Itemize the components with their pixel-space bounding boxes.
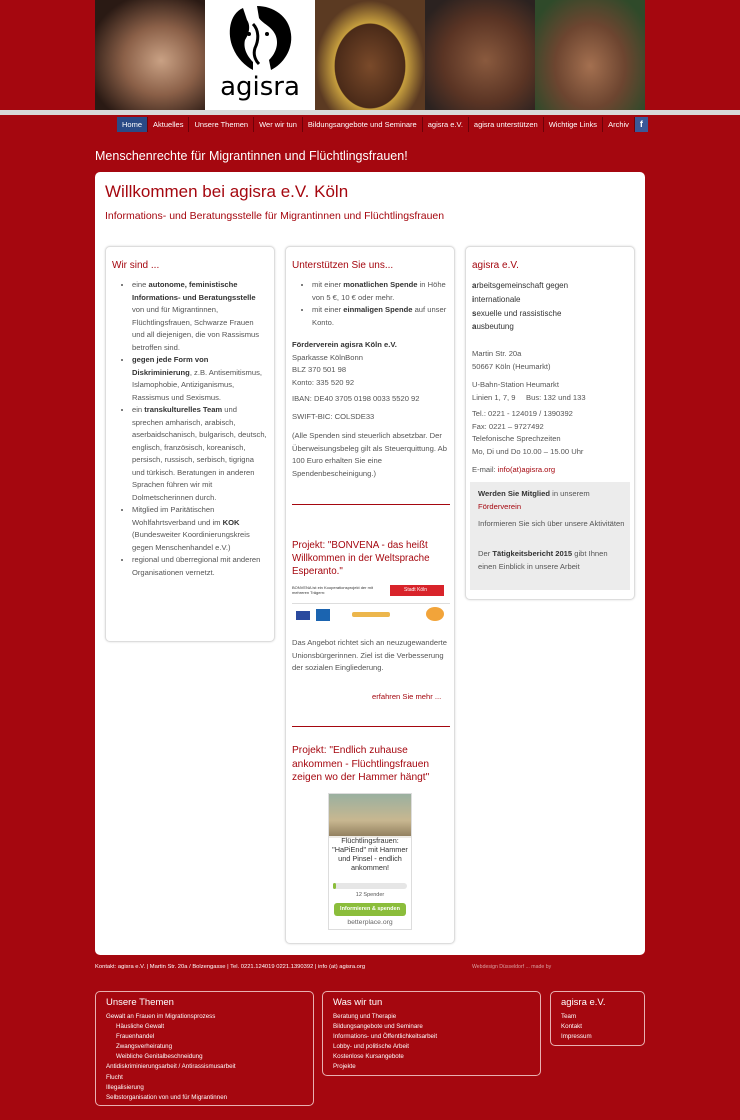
about-title: Wir sind ... <box>112 260 160 271</box>
betterplace-brand[interactable]: betterplace.org <box>347 919 393 926</box>
divider <box>292 603 450 604</box>
footer-link[interactable]: Projekte <box>333 1063 356 1071</box>
about-column <box>105 246 275 642</box>
address: Martin Str. 20a 50667 Köln (Heumarkt) <box>472 349 551 371</box>
footer-work-box <box>322 991 541 1076</box>
tax-note: (Alle Spenden sind steuerlich absetzbar. Der Überweisungsbeleg gilt als Steuerquittung. Ab 100 Euro erhalten Sie eine Spendenbescheinigung.) <box>292 431 447 478</box>
nav-unsere-themen[interactable]: Unsere Themen <box>189 117 254 132</box>
list-item: • regional und überregional mit anderen Organisationen vernetzt. <box>132 554 268 579</box>
partner-logo-icon <box>426 607 444 621</box>
portrait-photo-4 <box>425 0 535 110</box>
donate-column <box>285 246 455 944</box>
bank-details: Förderverein agisra Köln e.V. Sparkasse KölnBonn BLZ 370 501 98 Konto: 335 520 92 <box>292 340 397 387</box>
donation-progress-fill <box>333 883 336 889</box>
footer-agisra-links <box>561 1012 592 1042</box>
contact-column <box>465 246 635 600</box>
bic: SWIFT-BIC: COLSDE33 <box>292 412 375 421</box>
about-list <box>124 279 268 579</box>
footer-work-title: Was wir tun <box>333 997 383 1008</box>
nav-was-wir-tun[interactable]: Wer wir tun <box>254 117 303 132</box>
portrait-photo-1 <box>95 0 205 110</box>
acronym-block <box>472 279 632 334</box>
footer-webdesign[interactable]: Webdesign Düsseldorf ... made by <box>472 964 552 970</box>
header-banner <box>95 0 645 110</box>
nav-agisra-ev[interactable]: agisra e.V. <box>423 117 469 132</box>
logo[interactable] <box>205 0 315 110</box>
nav-home[interactable]: Home <box>117 117 148 132</box>
logo-text: agisra <box>220 72 300 102</box>
header-divider <box>0 110 740 115</box>
acronym-line: arbeitsgemeinschaft gegen <box>472 281 569 290</box>
email-line: E-mail: info(at)agisra.org <box>472 465 556 474</box>
list-item: • ein transkulturelles Team und sprechen amharisch, arabisch, aserbaidschanisch, bulgarisch, deutsch, englisch, französisch, koreanisch, persisch, russisch, serbisch, tigrigna und türkisch. Beratungen in anderen Sprachen führen wir mit Dolmetscherinnen durch. <box>132 404 268 504</box>
acronym-line: ausbeutung <box>472 322 514 332</box>
stadt-koeln-logo: Stadt Köln <box>390 585 444 596</box>
widget-title: Flüchtlingsfrauen: "HaPiEnd" mit Hammer und Pinsel - endlich ankommen! <box>329 836 411 872</box>
portrait-photo-5 <box>535 0 645 110</box>
footer-themes-links <box>106 1012 236 1103</box>
footer-link[interactable]: Flucht <box>106 1073 123 1081</box>
footer-link[interactable]: Impressum <box>561 1033 592 1041</box>
project-photo <box>329 794 411 838</box>
nav-agisra-unterstuetzen[interactable]: agisra unterstützen <box>469 117 544 132</box>
page-subtitle: Informations- und Beratungsstelle für Migrantinnen und Flüchtlingsfrauen <box>105 210 445 222</box>
footer-link[interactable]: Antidiskriminierungsarbeit / Antirassismusarbeit <box>106 1063 236 1071</box>
divider <box>292 726 450 727</box>
kok-link[interactable]: KOK <box>222 517 240 527</box>
donate-list <box>304 279 450 329</box>
acronym-line: internationale <box>472 294 521 304</box>
footer-link[interactable]: Beratung und Therapie <box>333 1013 397 1020</box>
acronym-line: sexuelle und rassistische <box>472 308 562 318</box>
footer-themes-title: Unsere Themen <box>106 997 174 1008</box>
partner-logo-icon <box>352 612 390 617</box>
donation-progress-bar <box>333 883 407 889</box>
email-link[interactable]: info(at)agisra.org <box>497 465 556 474</box>
betterplace-widget[interactable] <box>328 793 412 930</box>
donate-button[interactable]: Informieren & spenden <box>334 903 406 916</box>
phone-info: Tel.: 0221 - 124019 / 1390392 Fax: 0221 – 9727492 Telefonische Sprechzeiten Mo, Di und Do 10.00 – 15.00 Uhr <box>472 409 584 456</box>
footer-link[interactable]: Frauenhandel <box>116 1033 155 1041</box>
list-item: • mit einer einmaligen Spende auf unser Konto. <box>312 304 450 329</box>
footer-link[interactable]: Zwangsverheiratung <box>116 1043 173 1051</box>
footer-agisra-box <box>550 991 645 1046</box>
project-bonvena-title[interactable]: Projekt: "BONVENA - das heißt Willkommen in der Weltsprache Esperanto." <box>292 540 430 577</box>
nav-archiv[interactable]: Archiv <box>603 117 635 132</box>
nav-aktuelles[interactable]: Aktuelles <box>148 117 189 132</box>
footer-link[interactable]: Kontakt <box>561 1023 582 1031</box>
nav-bildungsangebote[interactable]: Bildungsangebote und Seminare <box>303 117 423 132</box>
report-link[interactable]: Tätigkeitsbericht 2015 <box>492 549 573 558</box>
logo-faces-icon <box>223 4 297 76</box>
portrait-photo-3 <box>315 0 425 110</box>
facebook-icon[interactable]: f <box>635 117 648 132</box>
list-item: • eine autonome, feministische Informations- und Beratungsstelle von und für Migrantinnen, Flüchtlingsfrauen, Schwarze Frauen und all diejenigen, die von Rassismus betroffen sind. <box>132 279 268 354</box>
foerderverein-link[interactable]: Förderverein <box>478 501 522 511</box>
partner-logo-icon <box>316 609 330 621</box>
footer-link[interactable]: Informations- und Öffentlichkeitsarbeit <box>333 1033 438 1041</box>
list-item: • gegen jede Form von Diskriminierung, z.B. Antisemitismus, Islamophobie, Antiziganismus, Rassismus und Sexismus. <box>132 354 268 404</box>
footer-contact: Kontakt: agisra e.V. | Martin Str. 20a / Bolzengasse | Tel. 0221.124019 0221.1390392 | info (at) agisra.org <box>95 964 366 970</box>
footer-link[interactable]: Illegalisierung <box>106 1083 144 1091</box>
report-text: Der Tätigkeitsbericht 2015 gibt Ihnen einen Einblick in unsere Arbeit <box>478 549 608 571</box>
iban: IBAN: DE40 3705 0198 0033 5520 92 <box>292 394 420 403</box>
footer-link[interactable]: Weibliche Genitalbeschneidung <box>116 1053 203 1061</box>
footer-agisra-title: agisra e.V. <box>561 997 606 1008</box>
transit-info: U-Bahn-Station Heumarkt Linien 1, 7, 9 Bus: 132 und 133 <box>472 380 586 402</box>
footer-link[interactable]: Häusliche Gewalt <box>116 1023 165 1031</box>
read-more-link[interactable]: erfahren Sie mehr ... <box>372 692 442 701</box>
footer-link[interactable]: Selbstorganisation von und für Migrantinnen <box>106 1093 228 1101</box>
nav-wichtige-links[interactable]: Wichtige Links <box>544 117 603 132</box>
activities-text[interactable]: Informieren Sie sich über unsere Aktivitäten <box>478 519 625 528</box>
footer-link[interactable]: Lobby- und politische Arbeit <box>333 1043 410 1051</box>
list-item: • mit einer monatlichen Spende in Höhe von 5 €, 10 € oder mehr. <box>312 279 450 304</box>
project-ankommen-title[interactable]: Projekt: "Endlich zuhause ankommen - Flüchtlingsfrauen zeigen wo der Hammer hängt" <box>292 745 430 783</box>
eu-flag-icon <box>296 611 310 620</box>
list-item: • Mitglied im Paritätischen Wohlfahrtsverband und im KOK (Bundesweiter Koordinierungskreis gegen Menschenhandel e.V.) <box>132 504 268 554</box>
donate-title: Unterstützen Sie uns... <box>292 260 394 271</box>
contact-title: agisra e.V. <box>472 260 519 271</box>
bonvena-partners-image <box>292 585 450 631</box>
page-title: Willkommen bei agisra e.V. Köln <box>105 182 349 201</box>
slogan: Menschenrechte für Migrantinnen und Flüchtlingsfrauen! <box>95 149 408 163</box>
bonvena-caption: BONVENA ist ein Kooperationsprojekt der mit mehreren Trägern: <box>292 585 373 595</box>
footer-link[interactable]: Bildungsangebote und Seminare <box>333 1023 423 1031</box>
main-content <box>95 172 645 955</box>
footer-link[interactable]: Gewalt an Frauen im Migrationsprozess <box>106 1013 216 1020</box>
membership-text: Werden Sie Mitglied in unserem Förderverein <box>478 489 590 511</box>
membership-box <box>470 482 630 590</box>
footer-link[interactable]: Kostenlose Kursangebote <box>333 1053 404 1061</box>
project-bonvena-text: Das Angebot richtet sich an neuzugewanderte Unionsbürgerinnen. Ziel ist die Verbesserung der sozialen Eingliederung. <box>292 638 447 672</box>
footer-themes-box <box>95 991 314 1106</box>
footer-work-links <box>333 1012 437 1073</box>
footer-link[interactable]: Team <box>561 1013 577 1020</box>
main-nav <box>117 117 648 132</box>
divider <box>292 504 450 505</box>
donor-count: 12 Spender <box>355 892 385 898</box>
